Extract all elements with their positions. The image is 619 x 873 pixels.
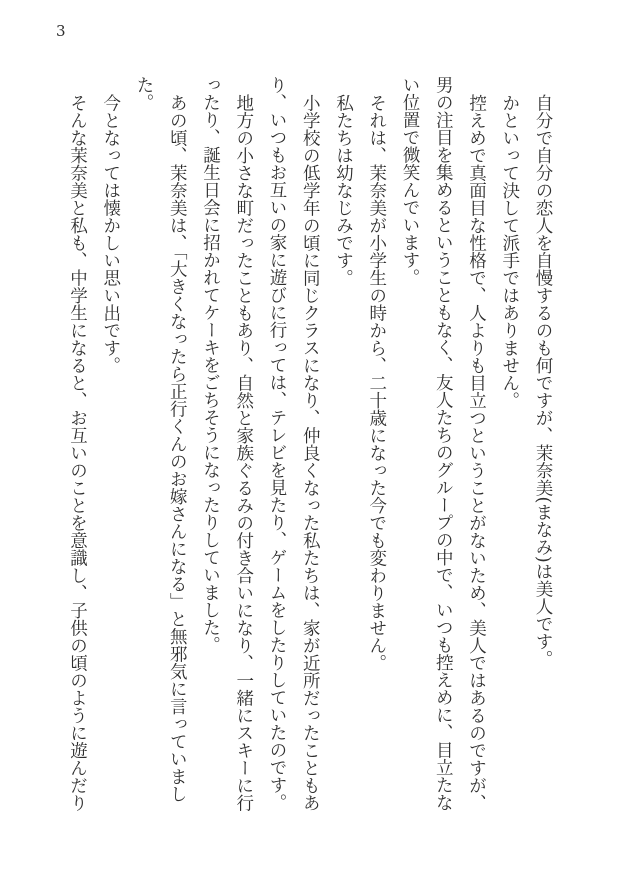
paragraph: そんな茉奈美と私も、中学生になると、お互いのことを意識し、子供の頃のように遊んだり bbox=[67, 93, 88, 811]
paragraph: 小学校の低学年の頃に同じクラスになり、仲良くなった私たちは、家が近所だったこともあり、いつもお互いの家に遊びに行っては、テレビを見たり、ゲームをしたりしていたのです。 bbox=[267, 76, 321, 811]
paragraph: かといって決して派手ではありません。 bbox=[499, 93, 520, 409]
paragraph: 今となっては懐かしい思い出です。 bbox=[100, 93, 121, 374]
paragraph: 私たちは幼なじみです。 bbox=[333, 93, 354, 286]
vertical-text-block bbox=[60, 76, 559, 811]
paragraph: 控えめで真面目な性格で、人よりも目立つということがないため、美人ではあるのですが、男の注目を集めるということもなく、友人たちのグループの中で、いつも控えめに、目立たない位置で微笑んでいます。 bbox=[400, 76, 487, 811]
paragraph: 地方の小さな町だったこともあり、自然と家族ぐるみの付き合いになり、一緒にスキーに行ったり、誕生日会に招かれてケーキをごちそうになったりしていました。 bbox=[200, 76, 254, 811]
paragraph: それは、茉奈美が小学生の時から、二十歳になった今でも変わりません。 bbox=[366, 93, 387, 671]
paragraph: 自分で自分の恋人を自慢するのも何ですが、茉奈美(まなみ)は美人です。 bbox=[533, 93, 553, 668]
page-number: 3 bbox=[56, 22, 66, 40]
paragraph: あの頃、茉奈美は、「大きくなったら正行くんのお嫁さんになる」と無邪気に言っていました。 bbox=[134, 76, 188, 803]
